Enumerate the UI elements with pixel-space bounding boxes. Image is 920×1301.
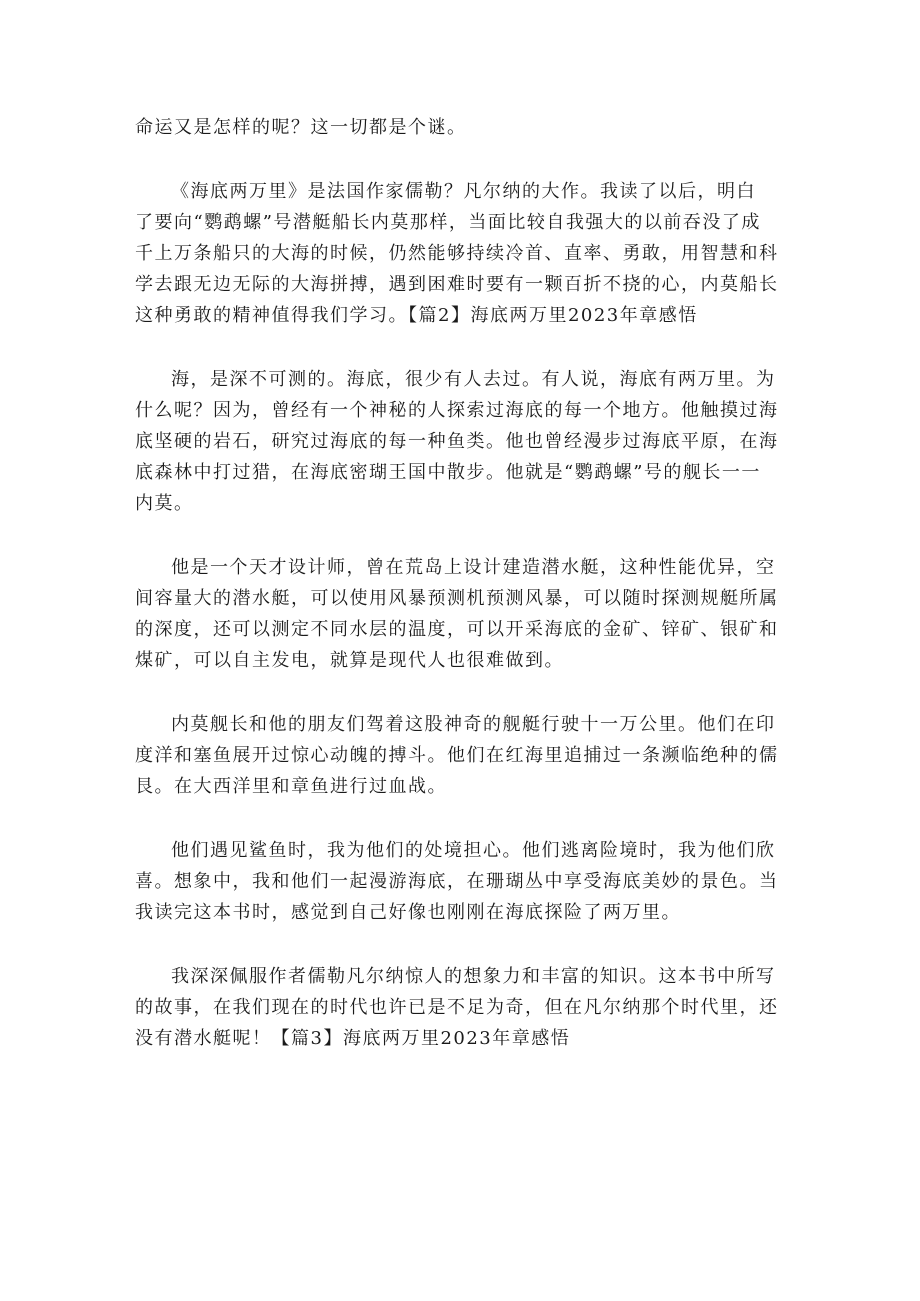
paragraph: [135, 961, 795, 1054]
text-line: 《海底两万里》是法国作家儒勒？凡尔纳的大作。我读了以后，明白: [171, 181, 756, 202]
text-line: 我读完这本书时，感觉到自己好像也刚刚在海底探险了两万里。: [135, 902, 681, 923]
text-line: 他们遇见鲨鱼时，我为他们的处境担心。他们逃离险境时，我为他们欣: [171, 840, 776, 861]
text-line: 这种勇敢的精神值得我们学习。【篇2】海底两万里2023年章感悟: [135, 305, 698, 326]
text-line: 度洋和塞鱼展开过惊心动魄的搏斗。他们在红海里追捕过一条濒临绝种的儒: [135, 745, 779, 766]
text-line: 了要向“鹦鹉螺”号潜艇船长内莫那样，当面比较自我强大的以前吞没了成: [135, 212, 761, 233]
paragraph: [135, 552, 795, 676]
paragraph: [135, 835, 795, 928]
text-line: 间容量大的潜水艇，可以使用风暴预测机预测风暴，可以随时探测规艇所属: [135, 588, 779, 609]
document-body: [135, 112, 795, 1087]
paragraph: [135, 364, 795, 519]
text-line: 的故事，在我们现在的时代也许已是不足为奇，但在凡尔纳那个时代里，还: [135, 997, 779, 1018]
text-line: 底森林中打过猎，在海底密瑚王国中散步。他就是“鹦鹉螺”号的舰长一一: [135, 462, 761, 483]
text-line: 煤矿，可以自主发电，就算是现代人也很难做到。: [135, 650, 564, 671]
text-line: 内莫。: [135, 493, 194, 514]
text-line: 喜。想象中，我和他们一起漫游海底，在珊瑚丛中享受海底美妙的景色。当: [135, 871, 779, 892]
text-line: 学去跟无边无际的大海拼搏，遇到困难时要有一颗百折不挠的心，内莫船长: [135, 274, 779, 295]
text-line: 海，是深不可测的。海底，很少有人去过。有人说，海底有两万里。为: [171, 369, 776, 390]
text-line: 他是一个天才设计师，曾在荒岛上设计建造潜水艇，这种性能优异，空: [171, 557, 776, 578]
paragraph: [135, 112, 795, 143]
text-line: 的深度，还可以测定不同水层的温度，可以开采海底的金矿、锌矿、银矿和: [135, 619, 779, 640]
paragraph: [135, 176, 795, 331]
text-line: 我深深佩服作者儒勒凡尔纳惊人的想象力和丰富的知识。这本书中所写: [171, 966, 776, 987]
paragraph: [135, 709, 795, 802]
text-line: 没有潜水艇呢！【篇3】海底两万里2023年章感悟: [135, 1028, 571, 1049]
text-line: 什么呢？因为，曾经有一个神秘的人探索过海底的每一个地方。他触摸过海: [135, 400, 779, 421]
text-line: 千上万条船只的大海的时候，仍然能够持续冷首、直率、勇敢，用智慧和科: [135, 243, 779, 264]
text-line: 命运又是怎样的呢？这一切都是个谜。: [135, 117, 467, 138]
text-line: 底坚硬的岩石，研究过海底的每一种鱼类。他也曾经漫步过海底平原，在海: [135, 431, 779, 452]
text-line: 艮。在大西洋里和章鱼进行过血战。: [135, 776, 447, 797]
text-line: 内莫舰长和他的朋友们驾着这股神奇的舰艇行驶十一万公里。他们在印: [171, 714, 776, 735]
